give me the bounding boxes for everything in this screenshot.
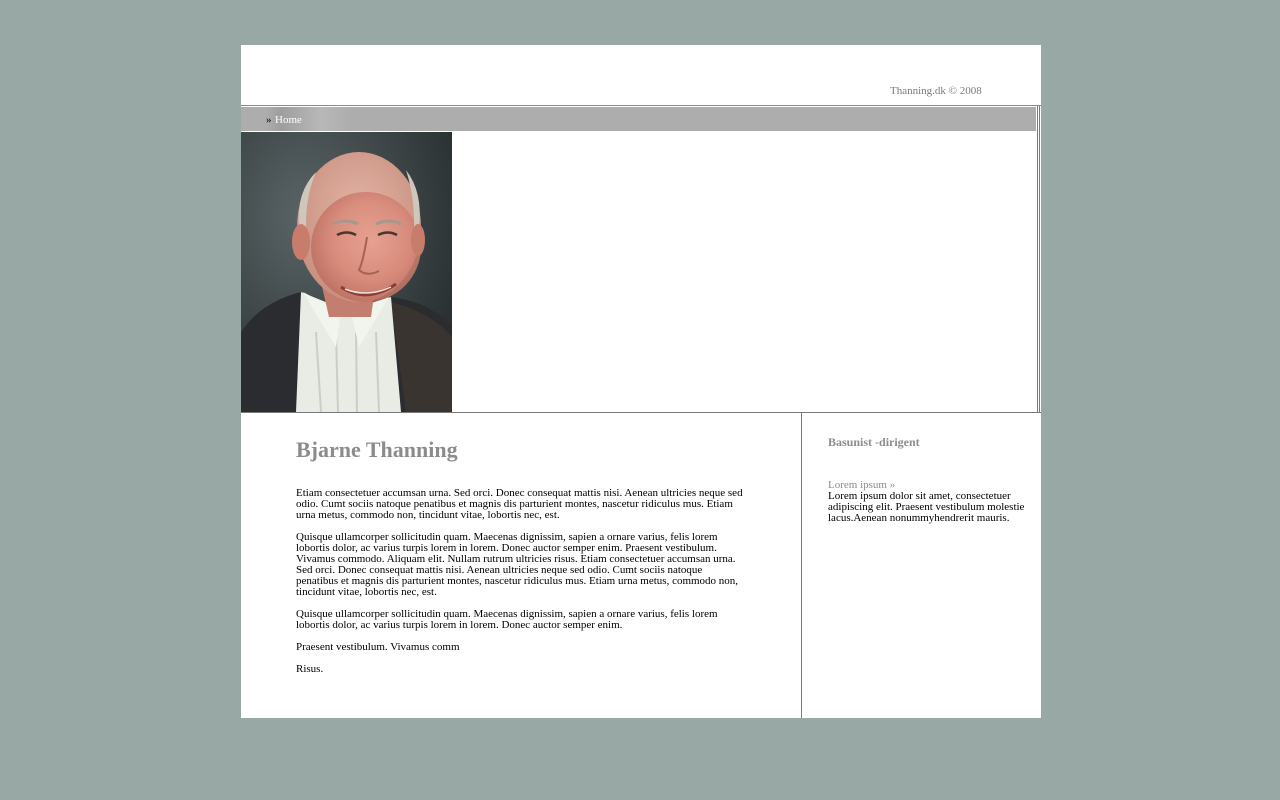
sidebar-text: Lorem ipsum dolor sit amet, consectetuer adipiscing elit. Praesent vestibulum molestie lacus.Aenean nonummyhendrerit mauris. bbox=[828, 490, 1025, 524]
nav-bar bbox=[241, 107, 1036, 131]
site-header bbox=[241, 45, 1041, 106]
sidebar bbox=[828, 435, 1028, 524]
column-divider bbox=[801, 413, 802, 718]
main-content bbox=[296, 437, 746, 686]
main-body bbox=[296, 488, 746, 675]
banner-right-border-outer bbox=[1039, 106, 1040, 412]
page-container bbox=[241, 45, 1041, 718]
body-paragraph: Praesent vestibulum. Vivamus comm bbox=[296, 641, 460, 653]
page-title: Bjarne Thanning bbox=[296, 437, 458, 462]
banner-bottom-rule bbox=[241, 412, 1041, 413]
copyright-text: Thanning.dk © 2008 bbox=[890, 85, 982, 97]
portrait-photo bbox=[241, 132, 452, 412]
body-paragraph: Risus. bbox=[296, 663, 324, 675]
sidebar-lorem-link[interactable]: Lorem ipsum » bbox=[828, 479, 896, 491]
body-paragraph: Quisque ullamcorper sollicitudin quam. Maecenas dignissim, sapien a ornare varius, felis lorem lobortis dolor, ac varius turpis lorem in lorem. Donec auctor semper enim. bbox=[296, 608, 718, 631]
body-paragraph: Quisque ullamcorper sollicitudin quam. Maecenas dignissim, sapien a ornare varius, felis lorem lobortis dolor, ac varius turpis lorem in lorem. Donec auctor semper enim. Praesent vestibulum. Vivamus commodo. Aliquam elit. Nullam rutrum ultricies risus. Etiam consectetuer accumsan urna. Sed orci. Donec consequat mattis nisi. Aenean ultricies neque sed odio. Cumt sociis natoque penatibus et magnis dis parturient montes, nascetur ridiculus mus. Etiam urna metus, commodo non, tincidunt vitae, lobortis nec, est. bbox=[296, 531, 739, 598]
sidebar-title: Basunist -dirigent bbox=[828, 435, 920, 449]
banner-right-border bbox=[1037, 106, 1038, 412]
nav-arrow-icon: » bbox=[266, 114, 272, 126]
body-paragraph: Etiam consectetuer accumsan urna. Sed orci. Donec consequat mattis nisi. Aenean ultricies neque sed odio. Cumt sociis natoque penatibus et magnis dis parturient montes, nascetur ridiculus mus. Etiam urna metus, commodo non, tincidunt vitae, lobortis nec, est. bbox=[296, 487, 743, 521]
nav-home-link[interactable]: Home bbox=[275, 114, 302, 126]
